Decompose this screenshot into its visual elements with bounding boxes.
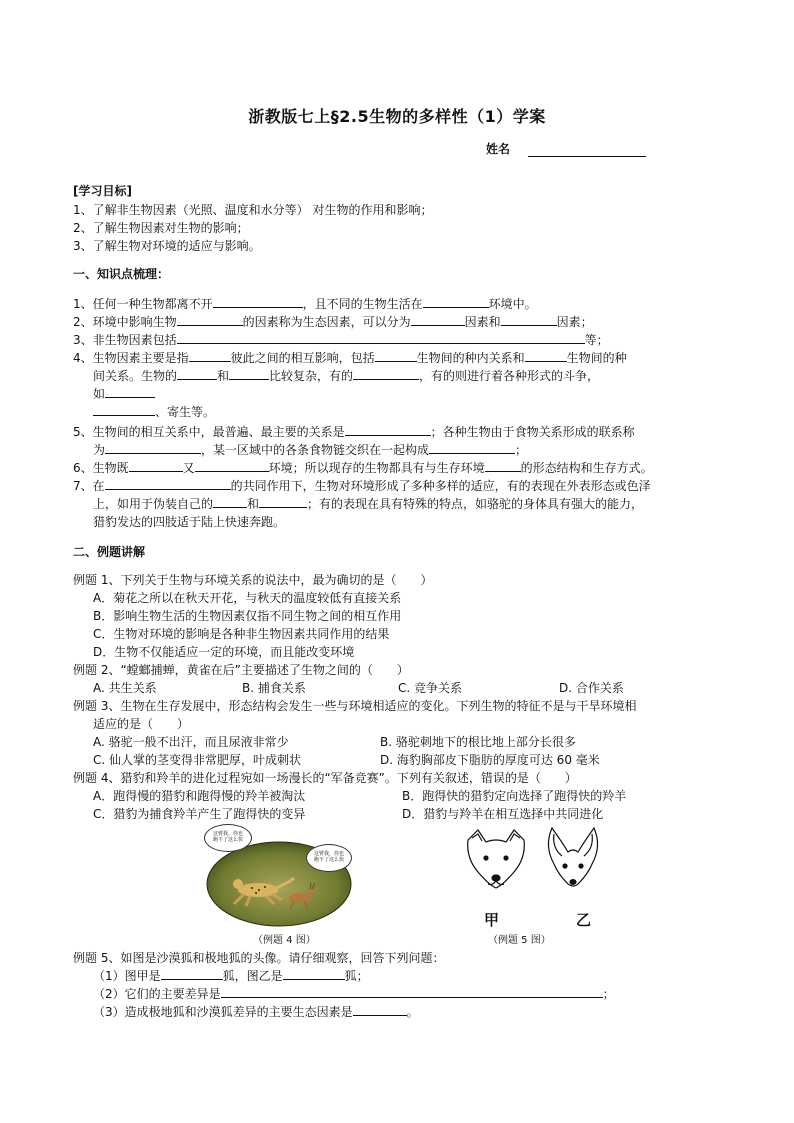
- fill-blank[interactable]: [177, 314, 243, 326]
- fill-blank[interactable]: [501, 314, 557, 326]
- fill-blank[interactable]: [229, 368, 269, 380]
- section2-heading: 二、例题讲解: [73, 545, 146, 559]
- example-2-option-a: A. 共生关系: [93, 681, 157, 695]
- example-3-option-d: D. 海豹胸部皮下脂肪的厚度可达 60 毫米: [380, 753, 600, 767]
- knowledge-item-7: 7、在 的共同作用下，生物对环境形成了多种多样的适应，有的表现在外表形态或色泽: [73, 479, 651, 493]
- example-1-option-c: C．生物对环境的影响是各种非生物因素共同作用的结果: [93, 627, 390, 641]
- objectives-heading: [学习目标]: [73, 184, 132, 198]
- knowledge-item-4-cont: 间关系。生物的 和 比较复杂，有的 ，有的则进行着各种形式的斗争，: [93, 369, 600, 383]
- figure-5-foxes: [458, 826, 618, 930]
- objective-item: 1、了解非生物因素（光照、温度和水分等） 对生物的作用和影响；: [73, 203, 433, 217]
- objective-item: 2、了解生物因素对生物的影响；: [73, 221, 249, 235]
- knowledge-item-4-cont: 、寄生等。: [93, 404, 215, 420]
- example-3-option-c: C. 仙人掌的茎变得非常肥厚，叶成刺状: [93, 753, 302, 767]
- figure-5-caption: （例题 5 图）: [488, 935, 551, 946]
- example-1-option-b: B．影响生物生活的生物因素仅指不同生物之间的相互作用: [93, 609, 402, 623]
- arctic-fox-head: [468, 830, 525, 888]
- objective-item: 3、了解生物对环境的适应与影响。: [73, 239, 261, 253]
- name-label: 姓名: [486, 142, 511, 156]
- fill-blank[interactable]: [105, 478, 231, 490]
- example-2-option-d: D. 合作关系: [559, 681, 624, 695]
- fill-blank[interactable]: [525, 350, 567, 362]
- knowledge-item-6: 6、生物既 又 环境；所以现存的生物都具有与生存环境 的形态结构和生存方式。: [73, 461, 653, 475]
- name-field: [486, 140, 646, 157]
- section1-heading: 一、知识点梳理：: [73, 267, 170, 281]
- knowledge-item-5: 5、生物间的相互关系中，最普遍、最主要的关系是 ；各种生物由于食物关系形成的联系称: [73, 425, 635, 439]
- example-1-stem: 例题 1、下列关于生物与环境关系的说法中，最为确切的是（ ）: [73, 573, 433, 587]
- example-5-stem: 例题 5、如图是沙漠狐和极地狐的头像。请仔细观察，回答下列问题：: [73, 951, 445, 965]
- fox-heads-illustration: [458, 826, 618, 906]
- example-3-option-a: A. 骆驼一般不出汗，而且尿液非常少: [93, 735, 289, 749]
- fill-blank[interactable]: [105, 442, 201, 454]
- knowledge-item-5-cont: 为 ，某一区域中的各条食物链交织在一起构成 ；: [93, 443, 528, 457]
- knowledge-item-3: 3、非生物因素包括 等；: [73, 333, 609, 347]
- figure-4-caption: （例题 4 图）: [253, 935, 316, 946]
- fill-blank[interactable]: [93, 404, 155, 416]
- fill-blank[interactable]: [353, 1004, 407, 1016]
- speech-bubble-left: 这臂我，你也 跑不了这么快: [204, 824, 252, 852]
- example-2-option-c: C. 竞争关系: [398, 681, 463, 695]
- figure-4-cheetah: [204, 824, 354, 930]
- example-4-option-b: B．跑得快的猎豹定向选择了跑得快的羚羊: [402, 789, 627, 803]
- fill-blank[interactable]: [213, 496, 247, 508]
- fox-label-yi: 乙: [576, 911, 592, 929]
- fill-blank[interactable]: [485, 460, 521, 472]
- knowledge-item-2: 2、环境中影响生物 的因素称为生态因素，可以分为 因素和 因素；: [73, 315, 593, 329]
- fox-label-jia: 甲: [484, 911, 500, 929]
- example-1-option-d: D．生物不仅能适应一定的环境，而且能改变环境: [93, 645, 355, 659]
- example-5-q3: （3）造成极地狐和沙漠狐差异的主要生态因素是 。: [93, 1005, 419, 1019]
- fill-blank[interactable]: [189, 350, 231, 362]
- fill-blank[interactable]: [411, 314, 465, 326]
- knowledge-item-7-cont: 猎豹发达的四肢适于陆上快速奔跑。: [93, 515, 286, 529]
- example-3-stem: 例题 3、生物在生存发展中，形态结构会发生一些与环境相适应的变化。下列生物的特征不是与干旱环境相: [73, 699, 637, 713]
- fill-blank[interactable]: [221, 986, 603, 998]
- example-3-stem-cont: 适应的是（ ）: [93, 717, 190, 731]
- fill-blank[interactable]: [105, 386, 155, 398]
- fill-blank[interactable]: [345, 424, 431, 436]
- knowledge-item-7-cont: 上，如用于伪装自己的 和 ；有的表现在具有特殊的特点，如骆驼的身体具有强大的能力，: [93, 497, 644, 511]
- example-2-option-b: B. 捕食关系: [242, 681, 306, 695]
- fill-blank[interactable]: [213, 296, 303, 308]
- fill-blank[interactable]: [429, 442, 515, 454]
- fill-blank[interactable]: [177, 332, 585, 344]
- fill-blank[interactable]: [423, 296, 489, 308]
- example-2-stem: 例题 2、“螳螂捕蝉，黄雀在后”主要描述了生物之间的（ ）: [73, 663, 409, 677]
- example-4-option-d: D．猎豹与羚羊在相互选择中共同进化: [402, 807, 604, 821]
- example-3-option-b: B. 骆驼刺地下的根比地上部分长很多: [380, 735, 576, 749]
- fill-blank[interactable]: [161, 968, 223, 980]
- example-5-q1: （1）图甲是 狐，图乙是 狐；: [93, 969, 369, 983]
- fill-blank[interactable]: [195, 460, 269, 472]
- page-title: 浙教版七上§2.5生物的多样性（1）学案: [248, 107, 546, 126]
- knowledge-item-1: 1、任何一种生物都离不开 ，且不同的生物生活在 环境中。: [73, 297, 537, 311]
- name-blank[interactable]: [528, 144, 646, 157]
- knowledge-item-4-cont: 如: [93, 386, 155, 402]
- fill-blank[interactable]: [353, 368, 419, 380]
- example-1-option-a: A．菊花之所以在秋天开花，与秋天的温度较低有直接关系: [93, 591, 402, 605]
- desert-fox-head: [548, 828, 597, 886]
- knowledge-item-4: 4、生物因素主要是指 彼此之间的相互影响，包括 生物间的种内关系和 生物间的种: [73, 351, 627, 365]
- fill-blank[interactable]: [283, 968, 345, 980]
- example-4-option-c: C．猎豹为捕食羚羊产生了跑得快的变异: [93, 807, 306, 821]
- fill-blank[interactable]: [177, 368, 217, 380]
- example-5-q2: （2）它们的主要差异是 ；: [93, 987, 615, 1001]
- example-4-stem: 例题 4、猎豹和羚羊的进化过程宛如一场漫长的“军备竞赛”。下列有关叙述，错误的是（ ）: [73, 771, 577, 785]
- fill-blank[interactable]: [375, 350, 417, 362]
- example-4-option-a: A．跑得慢的猎豹和跑得慢的羚羊被淘汰: [93, 789, 306, 803]
- fill-blank[interactable]: [129, 460, 183, 472]
- fill-blank[interactable]: [259, 496, 307, 508]
- speech-bubble-right: 这臂我，你也 跑不了这么快: [306, 844, 352, 872]
